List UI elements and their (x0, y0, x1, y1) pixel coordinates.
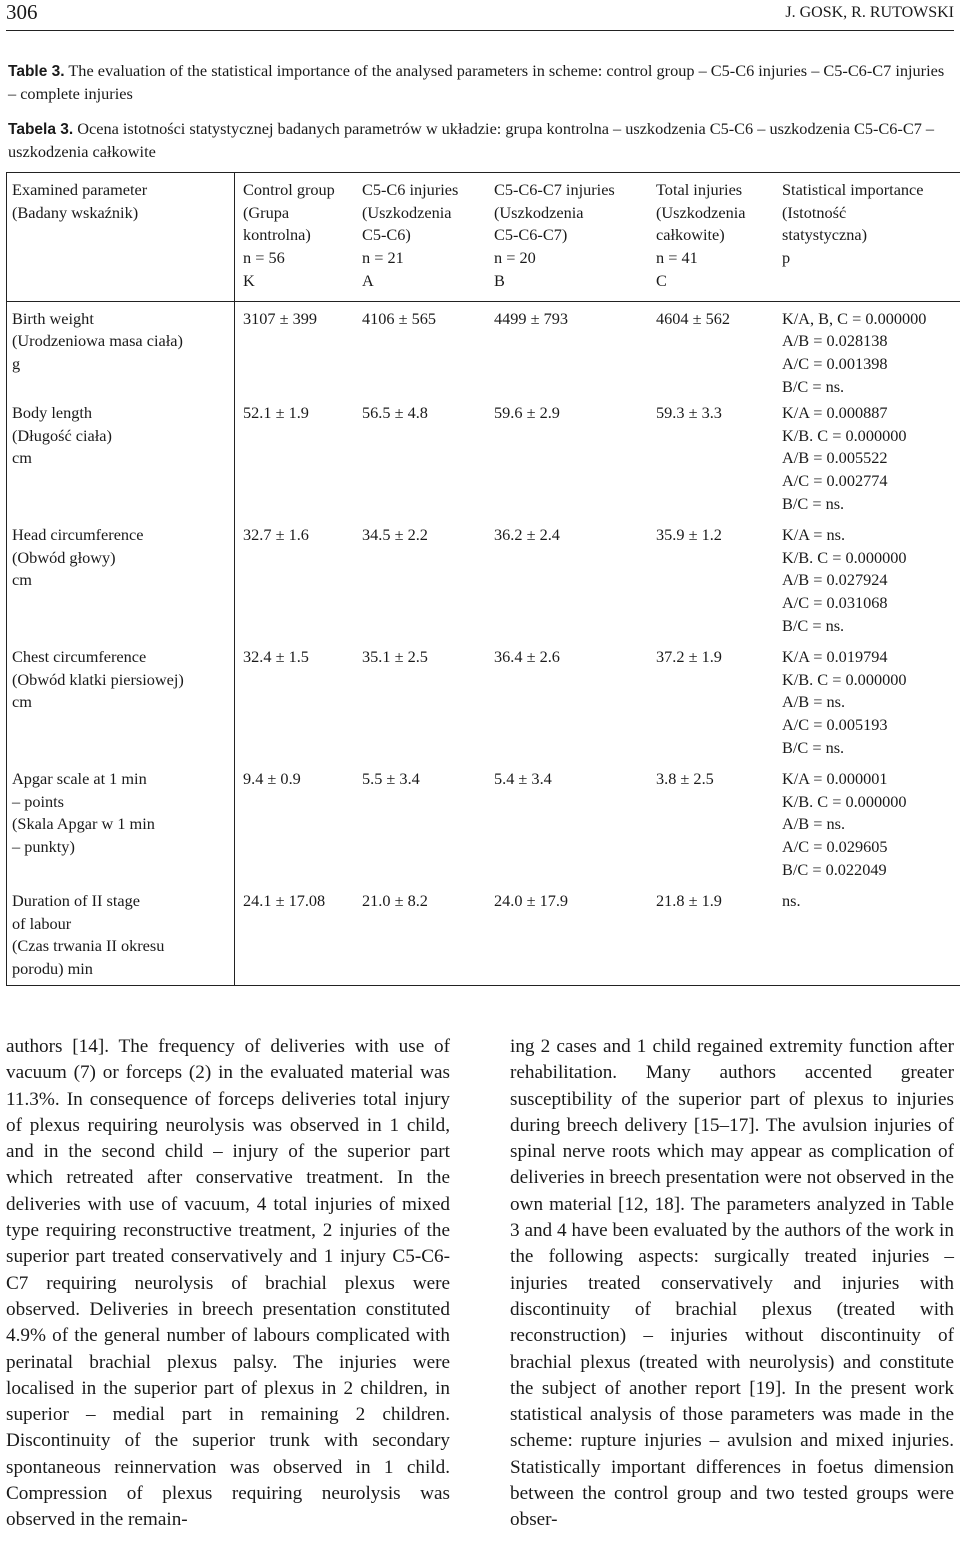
parameter-line: of labour (12, 913, 72, 933)
parameter-line: (Urodzeniowa masa ciała) (12, 331, 183, 351)
p-value-line: A/C = 0.005193 (782, 715, 888, 735)
table-caption-polish (8, 118, 952, 163)
header-c5-c6-c7-injuries (494, 173, 656, 302)
p-value-line: A/C = 0.002774 (782, 471, 888, 491)
p-value-line: ns. (782, 891, 801, 911)
table-row (7, 765, 960, 887)
c5-c6-c7-value: 5.4 ± 3.4 (494, 769, 552, 789)
parameter-line: Body length (12, 403, 93, 423)
page-number: 306 (6, 0, 38, 24)
caption-text: Ocena istotności statystycznej badanych parametrów w układzie: grupa kontrolna – uszkodzenia C5-C6 – uszkodzenia C5-C6-C7 – uszkodzenia całkowite (8, 119, 935, 161)
header-c5-c6-injuries (362, 173, 494, 302)
header-line: n = 56 (243, 248, 285, 268)
p-value-line: A/B = ns. (782, 692, 846, 712)
p-value-cell (782, 887, 960, 985)
running-head (6, 0, 954, 26)
p-value-line: K/A = ns. (782, 525, 846, 545)
header-control-group (235, 173, 363, 302)
caption-label: Table 3. (8, 63, 65, 80)
total-value: 37.2 ± 1.9 (656, 647, 722, 667)
total-value: 4604 ± 562 (656, 308, 731, 328)
parameter-line: (Skala Apgar w 1 min (12, 814, 155, 834)
c5-c6-c7-value: 4499 ± 793 (494, 308, 569, 328)
parameter-line: g (12, 353, 21, 373)
header-line: (Istotność (782, 202, 847, 222)
header-line: n = 41 (656, 248, 698, 268)
p-value-line: K/A, B, C = 0.000000 (782, 308, 927, 328)
c5-c6-c7-value: 59.6 ± 2.9 (494, 403, 560, 423)
header-line: n = 21 (362, 248, 404, 268)
table-caption-english (8, 60, 952, 105)
p-value-line: A/C = 0.029605 (782, 837, 888, 857)
p-value-line: K/A = 0.019794 (782, 647, 888, 667)
header-line: Control group (243, 180, 335, 199)
header-line: C5-C6-C7) (494, 225, 568, 245)
parameter-cell (7, 521, 235, 643)
c5-c6-value: 35.1 ± 2.5 (362, 647, 428, 667)
p-value-line: B/C = ns. (782, 615, 845, 635)
header-line: (Uszkodzenia (656, 202, 746, 222)
header-line: C (656, 270, 667, 290)
p-value-line: B/C = ns. (782, 737, 845, 757)
header-rule (6, 30, 954, 31)
header-line: statystyczna) (782, 225, 867, 245)
header-line: Total injuries (656, 180, 743, 199)
p-value-line: B/C = ns. (782, 376, 845, 396)
header-line: C5-C6 injuries (362, 180, 459, 199)
table-row (7, 643, 960, 765)
control-value: 3107 ± 399 (243, 308, 318, 328)
parameter-cell (7, 643, 235, 765)
header-line: B (494, 270, 505, 290)
header-line: C5-C6-C7 injuries (494, 180, 615, 199)
parameter-line: (Długość ciała) (12, 425, 112, 445)
running-head-authors: J. GOSK, R. RUTOWSKI (785, 4, 954, 21)
p-value-line: B/C = ns. (782, 493, 845, 513)
control-value: 9.4 ± 0.9 (243, 769, 301, 789)
header-line: (Grupa (243, 202, 290, 222)
p-value-cell (782, 643, 960, 765)
parameter-line: cm (12, 448, 32, 468)
parameter-line: (Obwód klatki piersiowej) (12, 669, 184, 689)
caption-text: The evaluation of the statistical importance of the analysed parameters in scheme: control group – C5-C6 injuries – C5-C6-C7 injuries – complete injuries (8, 61, 945, 103)
control-value: 52.1 ± 1.9 (243, 403, 309, 423)
parameter-line: – punkty) (12, 837, 75, 857)
header-total-injuries (656, 173, 782, 302)
header-line: kontrolna) (243, 225, 311, 245)
total-value: 35.9 ± 1.2 (656, 525, 722, 545)
table-row (7, 887, 960, 985)
header-line: A (362, 270, 374, 290)
results-table (6, 172, 960, 986)
parameter-line: (Czas trwania II okresu (12, 936, 165, 956)
header-examined-parameter (7, 173, 235, 302)
parameter-cell (7, 765, 235, 887)
parameter-line: cm (12, 570, 32, 590)
header-line: (Uszkodzenia (362, 202, 452, 222)
body-text-left-column (6, 1034, 450, 1534)
table-row (7, 521, 960, 643)
parameter-line: Head circumference (12, 525, 144, 545)
header-line: całkowite) (656, 225, 725, 245)
total-value: 21.8 ± 1.9 (656, 891, 722, 911)
parameter-cell (7, 301, 235, 399)
p-value-line: A/B = 0.028138 (782, 331, 888, 351)
parameter-cell (7, 399, 235, 521)
p-value-line: A/C = 0.031068 (782, 593, 888, 613)
p-value-line: A/B = ns. (782, 814, 846, 834)
total-value: 3.8 ± 2.5 (656, 769, 714, 789)
p-value-line: A/B = 0.027924 (782, 570, 888, 590)
c5-c6-value: 34.5 ± 2.2 (362, 525, 428, 545)
header-line: n = 20 (494, 248, 536, 268)
p-value-line: K/B. C = 0.000000 (782, 669, 907, 689)
caption-label: Tabela 3. (8, 121, 74, 138)
header-line: Statistical importance (782, 180, 924, 199)
control-value: 24.1 ± 17.08 (243, 891, 326, 911)
c5-c6-value: 4106 ± 565 (362, 308, 437, 328)
table-row (7, 301, 960, 399)
c5-c6-c7-value: 36.2 ± 2.4 (494, 525, 560, 545)
parameter-line: (Obwód głowy) (12, 547, 116, 567)
parameter-line: Birth weight (12, 308, 94, 328)
header-line: (Uszkodzenia (494, 202, 584, 222)
p-value-cell (782, 301, 960, 399)
header-line: (Badany wskaźnik) (12, 202, 139, 222)
header-statistical-importance (782, 173, 960, 302)
control-value: 32.7 ± 1.6 (243, 525, 309, 545)
body-text-right-column (510, 1034, 954, 1534)
parameter-line: porodu) min (12, 959, 93, 979)
c5-c6-value: 21.0 ± 8.2 (362, 891, 428, 911)
c5-c6-value: 56.5 ± 4.8 (362, 403, 428, 423)
header-line: p (782, 248, 791, 268)
p-value-line: B/C = 0.022049 (782, 859, 887, 879)
parameter-cell (7, 887, 235, 985)
c5-c6-c7-value: 36.4 ± 2.6 (494, 647, 560, 667)
p-value-cell (782, 521, 960, 643)
parameter-line: Apgar scale at 1 min (12, 769, 147, 789)
c5-c6-c7-value: 24.0 ± 17.9 (494, 891, 569, 911)
table-header-row (7, 173, 960, 302)
p-value-line: A/B = 0.005522 (782, 448, 888, 468)
p-value-cell (782, 765, 960, 887)
header-line: K (243, 270, 255, 290)
p-value-cell (782, 399, 960, 521)
p-value-line: A/C = 0.001398 (782, 353, 888, 373)
p-value-line: K/A = 0.000887 (782, 403, 888, 423)
table-body (7, 301, 960, 985)
total-value: 59.3 ± 3.3 (656, 403, 722, 423)
header-line: Examined parameter (12, 180, 148, 199)
parameter-line: Chest circumference (12, 647, 147, 667)
parameter-line: – points (12, 791, 65, 811)
p-value-line: K/B. C = 0.000000 (782, 547, 907, 567)
parameter-line: cm (12, 692, 32, 712)
c5-c6-value: 5.5 ± 3.4 (362, 769, 420, 789)
p-value-line: K/A = 0.000001 (782, 769, 888, 789)
table-row (7, 399, 960, 521)
p-value-line: K/B. C = 0.000000 (782, 791, 907, 811)
paragraph: authors [14]. The frequency of deliveries with use of vacuum (7) or forceps (2) in the evaluated material was 11.3%. In consequence of forceps deliveries total injury of plexus requiring neurolysis was observed in 1 child, and in the second child – injury of the superior part which retreated after conservative treatment. In the deliveries with use of vacuum, 4 total injuries of mixed type requiring reconstructive treatment, 2 injuries of the superior part treated conservatively and 1 injury C5-C6-C7 requiring neurolysis of brachial plexus were observed. Deliveries in breech presentation constituted 4.9% of the general number of labours complicated with perinatal brachial plexus palsy. The injuries were localised in the superior part of plexus in 2 children, in superior – medial part in remaining 2 children. Discontinuity of the superior trunk with secondary spontaneous reinnervation was observed in 1 child. Compression of plexus requiring neurolysis was observed in the remain- (6, 1036, 450, 1531)
p-value-line: K/B. C = 0.000000 (782, 425, 907, 445)
parameter-line: Duration of II stage (12, 891, 140, 911)
control-value: 32.4 ± 1.5 (243, 647, 309, 667)
paragraph: ing 2 cases and 1 child regained extremity function after rehabilitation. Many authors accented greater susceptibility of the superior part of plexus to injuries during breech delivery [15–17]. The avulsion injuries of spinal nerve roots which may appear as complication of deliveries in breech presentation were not observed in the own material [12, 18]. The parameters analyzed in Table 3 and 4 have been evaluated by the authors of the work in the following aspects: surgically treated injuries – injuries treated conservatively and injuries with discontinuity of brachial plexus (treated with reconstruction) – injuries without discontinuity of brachial plexus (treated with neurolysis) and constitute the subject of another report [19]. In the present work statistical analysis of those parameters was made in the scheme: rupture injuries – avulsion and mixed injuries. Statistically important differences in foetus dimension between the control group and two tested groups were obser- (510, 1036, 954, 1531)
header-line: C5-C6) (362, 225, 411, 245)
